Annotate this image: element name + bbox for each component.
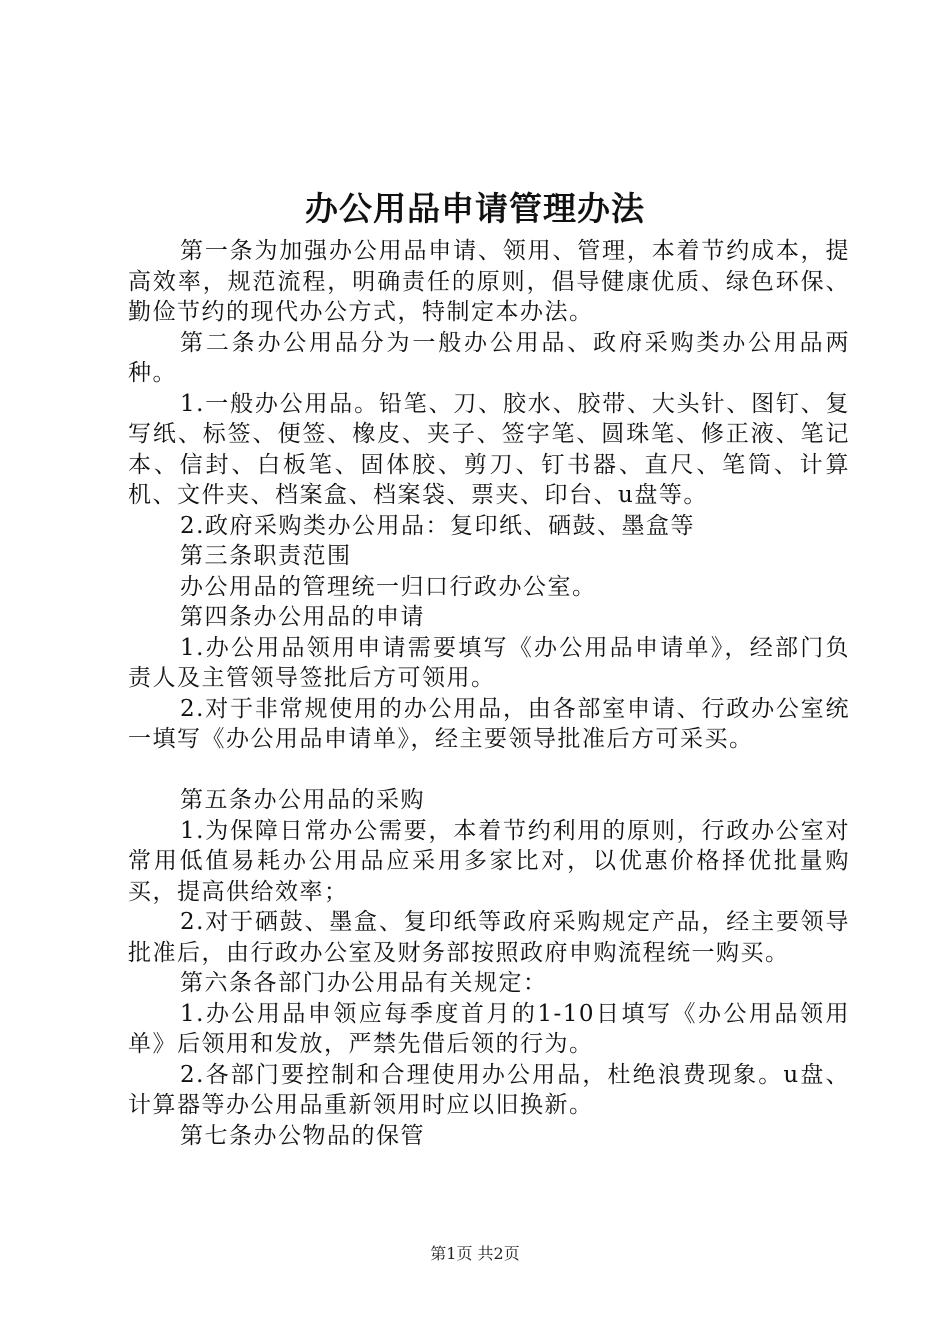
article-7-heading: 第七条办公物品的保管 — [180, 1122, 425, 1149]
article-2: 第二条办公用品分为一般办公用品、政府采购类办公用品两种。 — [128, 329, 850, 386]
article-1: 第一条为加强办公用品申请、领用、管理，本着节约成本，提高效率，规范流程，明确责任的原则，倡导健康优质、绿色环保、勤俭节约的现代办公方式，特制定本办法。 — [128, 238, 850, 325]
article-3-heading: 第三条职责范围 — [180, 543, 352, 569]
article-2-item-2: 2.政府采购类办公用品：复印纸、硒鼓、墨盒等 — [180, 512, 695, 539]
article-2-item-1: 1.一般办公用品。铅笔、刀、胶水、胶带、大头针、图钉、复写纸、标签、便签、橡皮、夹子、签字笔、圆珠笔、修正液、笔记本、信封、白板笔、固体胶、剪刀、钉书器、直尺、笔筒、计算机、文件夹、档案盒、档案袋、票夹、印台、u盘等。 — [128, 390, 850, 508]
page-number: 第1页 共2页 — [430, 1244, 520, 1263]
article-6-item-2: 2.各部门要控制和合理使用办公用品，杜绝浪费现象。u盘、计算器等办公用品重新领用时应以旧换新。 — [128, 1061, 850, 1118]
article-4-item-2: 2.对于非常规使用的办公用品，由各部室申请、行政办公室统一填写《办公用品申请单》，经主要领导批准后方可采买。 — [128, 695, 850, 752]
article-6-item-1: 1.办公用品申领应每季度首月的1-10日填写《办公用品领用单》后领用和发放，严禁先借后领的行为。 — [128, 1000, 850, 1057]
paragraph-gap — [128, 755, 850, 786]
article-5-item-2: 2.对于硒鼓、墨盒、复印纸等政府采购规定产品，经主要领导批准后，由行政办公室及财务部按照政府申购流程统一购买。 — [128, 909, 850, 966]
article-3-text: 办公用品的管理统一归口行政办公室。 — [180, 573, 597, 600]
article-4-heading: 第四条办公用品的申请 — [180, 604, 425, 630]
article-5-heading: 第五条办公用品的采购 — [180, 787, 425, 813]
document-title: 办公用品申请管理办法 — [305, 189, 645, 228]
document-body — [128, 236, 850, 1151]
article-6-heading: 第六条各部门办公用品有关规定： — [180, 970, 548, 996]
article-5-item-1: 1.为保障日常办公需要，本着节约利用的原则，行政办公室对常用低值易耗办公用品应采用多家比对，以优惠价格择优批量购买，提高供给效率； — [128, 817, 850, 905]
article-4-item-1: 1.办公用品领用申请需要填写《办公用品申请单》，经部门负责人及主管领导签批后方可领用。 — [128, 634, 850, 691]
